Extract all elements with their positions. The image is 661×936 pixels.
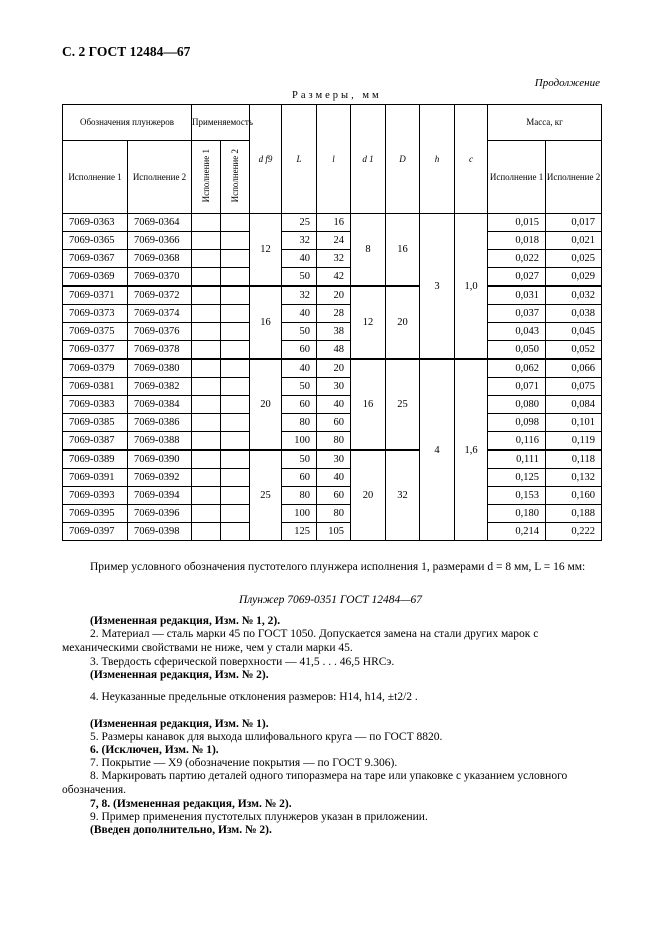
code-variant-1: 7069-0381	[63, 378, 128, 396]
l-value: 60	[317, 414, 351, 432]
d1-value: 8	[351, 214, 386, 287]
clause-7: 7. Покрытие — Х9 (обозначение покрытия — по ГОСТ 9.306).	[90, 757, 398, 769]
mass-variant-2: 0,101	[546, 414, 602, 432]
D-value: 32	[386, 450, 420, 541]
mass-variant-1: 0,050	[488, 341, 546, 360]
L-value: 32	[282, 286, 317, 305]
applicability-1	[192, 359, 221, 378]
code-variant-1: 7069-0365	[63, 232, 128, 250]
d1-value: 16	[351, 359, 386, 450]
applicability-2	[221, 359, 250, 378]
table-row	[63, 396, 602, 414]
L-value: 50	[282, 450, 317, 469]
h-value: 4	[420, 359, 455, 541]
header-mass-variant-1: Исполнение 1	[488, 141, 546, 214]
code-variant-1: 7069-0369	[63, 268, 128, 287]
l-value: 20	[317, 286, 351, 305]
L-value: 50	[282, 378, 317, 396]
header-applicability: Применяемость	[192, 105, 250, 141]
header-designation: Обозначения плунжеров	[63, 105, 192, 141]
d-value: 20	[250, 359, 282, 450]
applicability-2	[221, 214, 250, 232]
code-variant-1: 7069-0373	[63, 305, 128, 323]
mass-variant-2: 0,188	[546, 505, 602, 523]
d-value: 25	[250, 450, 282, 541]
clause-4: 4. Неуказанные предельные отклонения размеров: H14, h14, ±t2/2 .	[90, 691, 418, 703]
d1-value: 12	[351, 286, 386, 359]
mass-variant-1: 0,111	[488, 450, 546, 469]
L-value: 80	[282, 487, 317, 505]
code-variant-1: 7069-0391	[63, 469, 128, 487]
mass-variant-1: 0,098	[488, 414, 546, 432]
mass-variant-1: 0,080	[488, 396, 546, 414]
table-row	[63, 378, 602, 396]
code-variant-1: 7069-0377	[63, 341, 128, 360]
l-value: 30	[317, 378, 351, 396]
header-applicability-variant-2: Исполнение 2	[221, 141, 250, 214]
L-value: 80	[282, 414, 317, 432]
D-value: 20	[386, 286, 420, 359]
table-row	[63, 487, 602, 505]
table-row	[63, 432, 602, 451]
added-note: (Введен дополнительно, Изм. № 2).	[90, 824, 272, 836]
table-row	[63, 305, 602, 323]
code-variant-2: 7069-0366	[128, 232, 192, 250]
table-row	[63, 268, 602, 287]
code-variant-1: 7069-0363	[63, 214, 128, 232]
applicability-1	[192, 505, 221, 523]
code-variant-2: 7069-0388	[128, 432, 192, 451]
code-variant-1: 7069-0379	[63, 359, 128, 378]
l-value: 40	[317, 396, 351, 414]
table-row	[63, 450, 602, 469]
code-variant-2: 7069-0374	[128, 305, 192, 323]
applicability-2	[221, 323, 250, 341]
l-value: 16	[317, 214, 351, 232]
applicability-1	[192, 487, 221, 505]
sizes-caption: Размеры, мм	[292, 90, 382, 101]
applicability-2	[221, 487, 250, 505]
header-variant-2: Исполнение 2	[128, 141, 192, 214]
header-mass: Масса, кг	[488, 105, 602, 141]
L-value: 32	[282, 232, 317, 250]
code-variant-2: 7069-0398	[128, 523, 192, 541]
L-value: 40	[282, 250, 317, 268]
example-designation: Плунжер 7069-0351 ГОСТ 12484—67	[238, 594, 423, 606]
header-d1: d 1	[351, 105, 386, 214]
applicability-1	[192, 305, 221, 323]
l-value: 20	[317, 359, 351, 378]
L-value: 25	[282, 214, 317, 232]
code-variant-1: 7069-0375	[63, 323, 128, 341]
table-row	[63, 250, 602, 268]
revision-note-1: (Измененная редакция, Изм. № 1).	[90, 718, 269, 730]
mass-variant-1: 0,018	[488, 232, 546, 250]
clause-2: 2. Материал — сталь марки 45 по ГОСТ 1050. Допускается замена на стали других марок с механическими свойствами не ниже, чем у стали марки 45.	[62, 628, 539, 654]
code-variant-2: 7069-0380	[128, 359, 192, 378]
applicability-1	[192, 214, 221, 232]
D-value: 16	[386, 214, 420, 287]
applicability-1	[192, 341, 221, 360]
code-variant-2: 7069-0396	[128, 505, 192, 523]
header-applicability-variant-1: Исполнение 1	[192, 141, 221, 214]
mass-variant-2: 0,160	[546, 487, 602, 505]
mass-variant-2: 0,052	[546, 341, 602, 360]
mass-variant-1: 0,125	[488, 469, 546, 487]
applicability-1	[192, 250, 221, 268]
mass-variant-1: 0,116	[488, 432, 546, 451]
applicability-2	[221, 396, 250, 414]
code-variant-2: 7069-0386	[128, 414, 192, 432]
l-value: 60	[317, 487, 351, 505]
l-value: 80	[317, 505, 351, 523]
clause-9: 9. Пример применения пустотелых плунжеров указан в приложении.	[90, 811, 428, 823]
code-variant-2: 7069-0364	[128, 214, 192, 232]
applicability-1	[192, 523, 221, 541]
L-value: 40	[282, 359, 317, 378]
mass-variant-1: 0,062	[488, 359, 546, 378]
L-value: 100	[282, 432, 317, 451]
mass-variant-2: 0,066	[546, 359, 602, 378]
code-variant-2: 7069-0378	[128, 341, 192, 360]
header-l: l	[317, 105, 351, 214]
L-value: 60	[282, 469, 317, 487]
applicability-2	[221, 232, 250, 250]
mass-variant-2: 0,045	[546, 323, 602, 341]
applicability-1	[192, 268, 221, 287]
clause-5: 5. Размеры канавок для выхода шлифовального круга — по ГОСТ 8820.	[90, 731, 443, 743]
mass-variant-2: 0,025	[546, 250, 602, 268]
table-row	[63, 359, 602, 378]
code-variant-2: 7069-0376	[128, 323, 192, 341]
c-value: 1,0	[455, 214, 488, 360]
c-value: 1,6	[455, 359, 488, 541]
applicability-1	[192, 323, 221, 341]
table-row	[63, 232, 602, 250]
applicability-1	[192, 469, 221, 487]
mass-variant-1: 0,071	[488, 378, 546, 396]
header-L: L	[282, 105, 317, 214]
header-D: D	[386, 105, 420, 214]
applicability-2	[221, 414, 250, 432]
mass-variant-1: 0,180	[488, 505, 546, 523]
applicability-1	[192, 396, 221, 414]
applicability-2	[221, 268, 250, 287]
L-value: 125	[282, 523, 317, 541]
table-row	[63, 523, 602, 541]
table-body	[63, 214, 602, 541]
d-value: 16	[250, 286, 282, 359]
code-variant-1: 7069-0367	[63, 250, 128, 268]
mass-variant-1: 0,031	[488, 286, 546, 305]
revision-note-1-2: (Измененная редакция, Изм. № 1, 2).	[90, 615, 281, 627]
mass-variant-2: 0,032	[546, 286, 602, 305]
mass-variant-2: 0,075	[546, 378, 602, 396]
mass-variant-2: 0,222	[546, 523, 602, 541]
header-mass-variant-2: Исполнение 2	[546, 141, 602, 214]
code-variant-2: 7069-0372	[128, 286, 192, 305]
header-c: c	[455, 105, 488, 214]
clause-6: 6. (Исключен, Изм. № 1).	[90, 744, 219, 756]
applicability-1	[192, 232, 221, 250]
l-value: 48	[317, 341, 351, 360]
revision-note-2: (Измененная редакция, Изм. № 2).	[90, 669, 269, 681]
table-row	[63, 414, 602, 432]
header-variant-1: Исполнение 1	[63, 141, 128, 214]
applicability-2	[221, 450, 250, 469]
l-value: 28	[317, 305, 351, 323]
header-d: d f9	[250, 105, 282, 214]
l-value: 40	[317, 469, 351, 487]
revision-note-7-8: 7, 8. (Измененная редакция, Изм. № 2).	[90, 798, 292, 810]
code-variant-2: 7069-0390	[128, 450, 192, 469]
L-value: 40	[282, 305, 317, 323]
code-variant-2: 7069-0392	[128, 469, 192, 487]
L-value: 100	[282, 505, 317, 523]
applicability-1	[192, 450, 221, 469]
applicability-2	[221, 305, 250, 323]
mass-variant-2: 0,029	[546, 268, 602, 287]
code-variant-2: 7069-0382	[128, 378, 192, 396]
dimensions-table	[62, 104, 602, 541]
applicability-2	[221, 286, 250, 305]
code-variant-1: 7069-0387	[63, 432, 128, 451]
mass-variant-2: 0,021	[546, 232, 602, 250]
code-variant-2: 7069-0384	[128, 396, 192, 414]
mass-variant-1: 0,214	[488, 523, 546, 541]
mass-variant-2: 0,118	[546, 450, 602, 469]
code-variant-2: 7069-0394	[128, 487, 192, 505]
table-row	[63, 214, 602, 232]
mass-variant-1: 0,043	[488, 323, 546, 341]
L-value: 50	[282, 268, 317, 287]
applicability-1	[192, 432, 221, 451]
mass-variant-1: 0,015	[488, 214, 546, 232]
d-value: 12	[250, 214, 282, 287]
code-variant-1: 7069-0395	[63, 505, 128, 523]
h-value: 3	[420, 214, 455, 360]
code-variant-2: 7069-0368	[128, 250, 192, 268]
l-value: 38	[317, 323, 351, 341]
L-value: 60	[282, 341, 317, 360]
header-h: h	[420, 105, 455, 214]
l-value: 80	[317, 432, 351, 451]
code-variant-1: 7069-0397	[63, 523, 128, 541]
code-variant-1: 7069-0385	[63, 414, 128, 432]
L-value: 60	[282, 396, 317, 414]
d1-value: 20	[351, 450, 386, 541]
table-row	[63, 323, 602, 341]
mass-variant-1: 0,037	[488, 305, 546, 323]
applicability-1	[192, 378, 221, 396]
applicability-2	[221, 523, 250, 541]
l-value: 42	[317, 268, 351, 287]
mass-variant-2: 0,132	[546, 469, 602, 487]
code-variant-1: 7069-0383	[63, 396, 128, 414]
table-row	[63, 286, 602, 305]
continuation-label: Продолжение	[534, 77, 600, 89]
mass-variant-2: 0,038	[546, 305, 602, 323]
code-variant-1: 7069-0393	[63, 487, 128, 505]
page-header: С. 2 ГОСТ 12484—67	[62, 44, 191, 59]
l-value: 24	[317, 232, 351, 250]
D-value: 25	[386, 359, 420, 450]
applicability-2	[221, 469, 250, 487]
applicability-1	[192, 414, 221, 432]
table-row	[63, 341, 602, 360]
applicability-1	[192, 286, 221, 305]
code-variant-1: 7069-0389	[63, 450, 128, 469]
applicability-2	[221, 341, 250, 360]
example-intro: Пример условного обозначения пустотелого плунжера исполнения 1, размерами d = 8 мм, L = 16 мм:	[90, 561, 586, 573]
table-row	[63, 505, 602, 523]
code-variant-2: 7069-0370	[128, 268, 192, 287]
l-value: 30	[317, 450, 351, 469]
l-value: 32	[317, 250, 351, 268]
mass-variant-2: 0,119	[546, 432, 602, 451]
mass-variant-2: 0,017	[546, 214, 602, 232]
L-value: 50	[282, 323, 317, 341]
l-value: 105	[317, 523, 351, 541]
applicability-2	[221, 250, 250, 268]
clause-3: 3. Твердость сферической поверхности — 41,5 . . . 46,5 HRCэ.	[90, 656, 395, 668]
clause-8: 8. Маркировать партию деталей одного типоразмера на таре или упаковке с указанием условного обозначения.	[62, 770, 568, 796]
applicability-2	[221, 378, 250, 396]
mass-variant-1: 0,022	[488, 250, 546, 268]
applicability-2	[221, 432, 250, 451]
code-variant-1: 7069-0371	[63, 286, 128, 305]
mass-variant-1: 0,153	[488, 487, 546, 505]
table-row	[63, 469, 602, 487]
applicability-2	[221, 505, 250, 523]
mass-variant-1: 0,027	[488, 268, 546, 287]
mass-variant-2: 0,084	[546, 396, 602, 414]
